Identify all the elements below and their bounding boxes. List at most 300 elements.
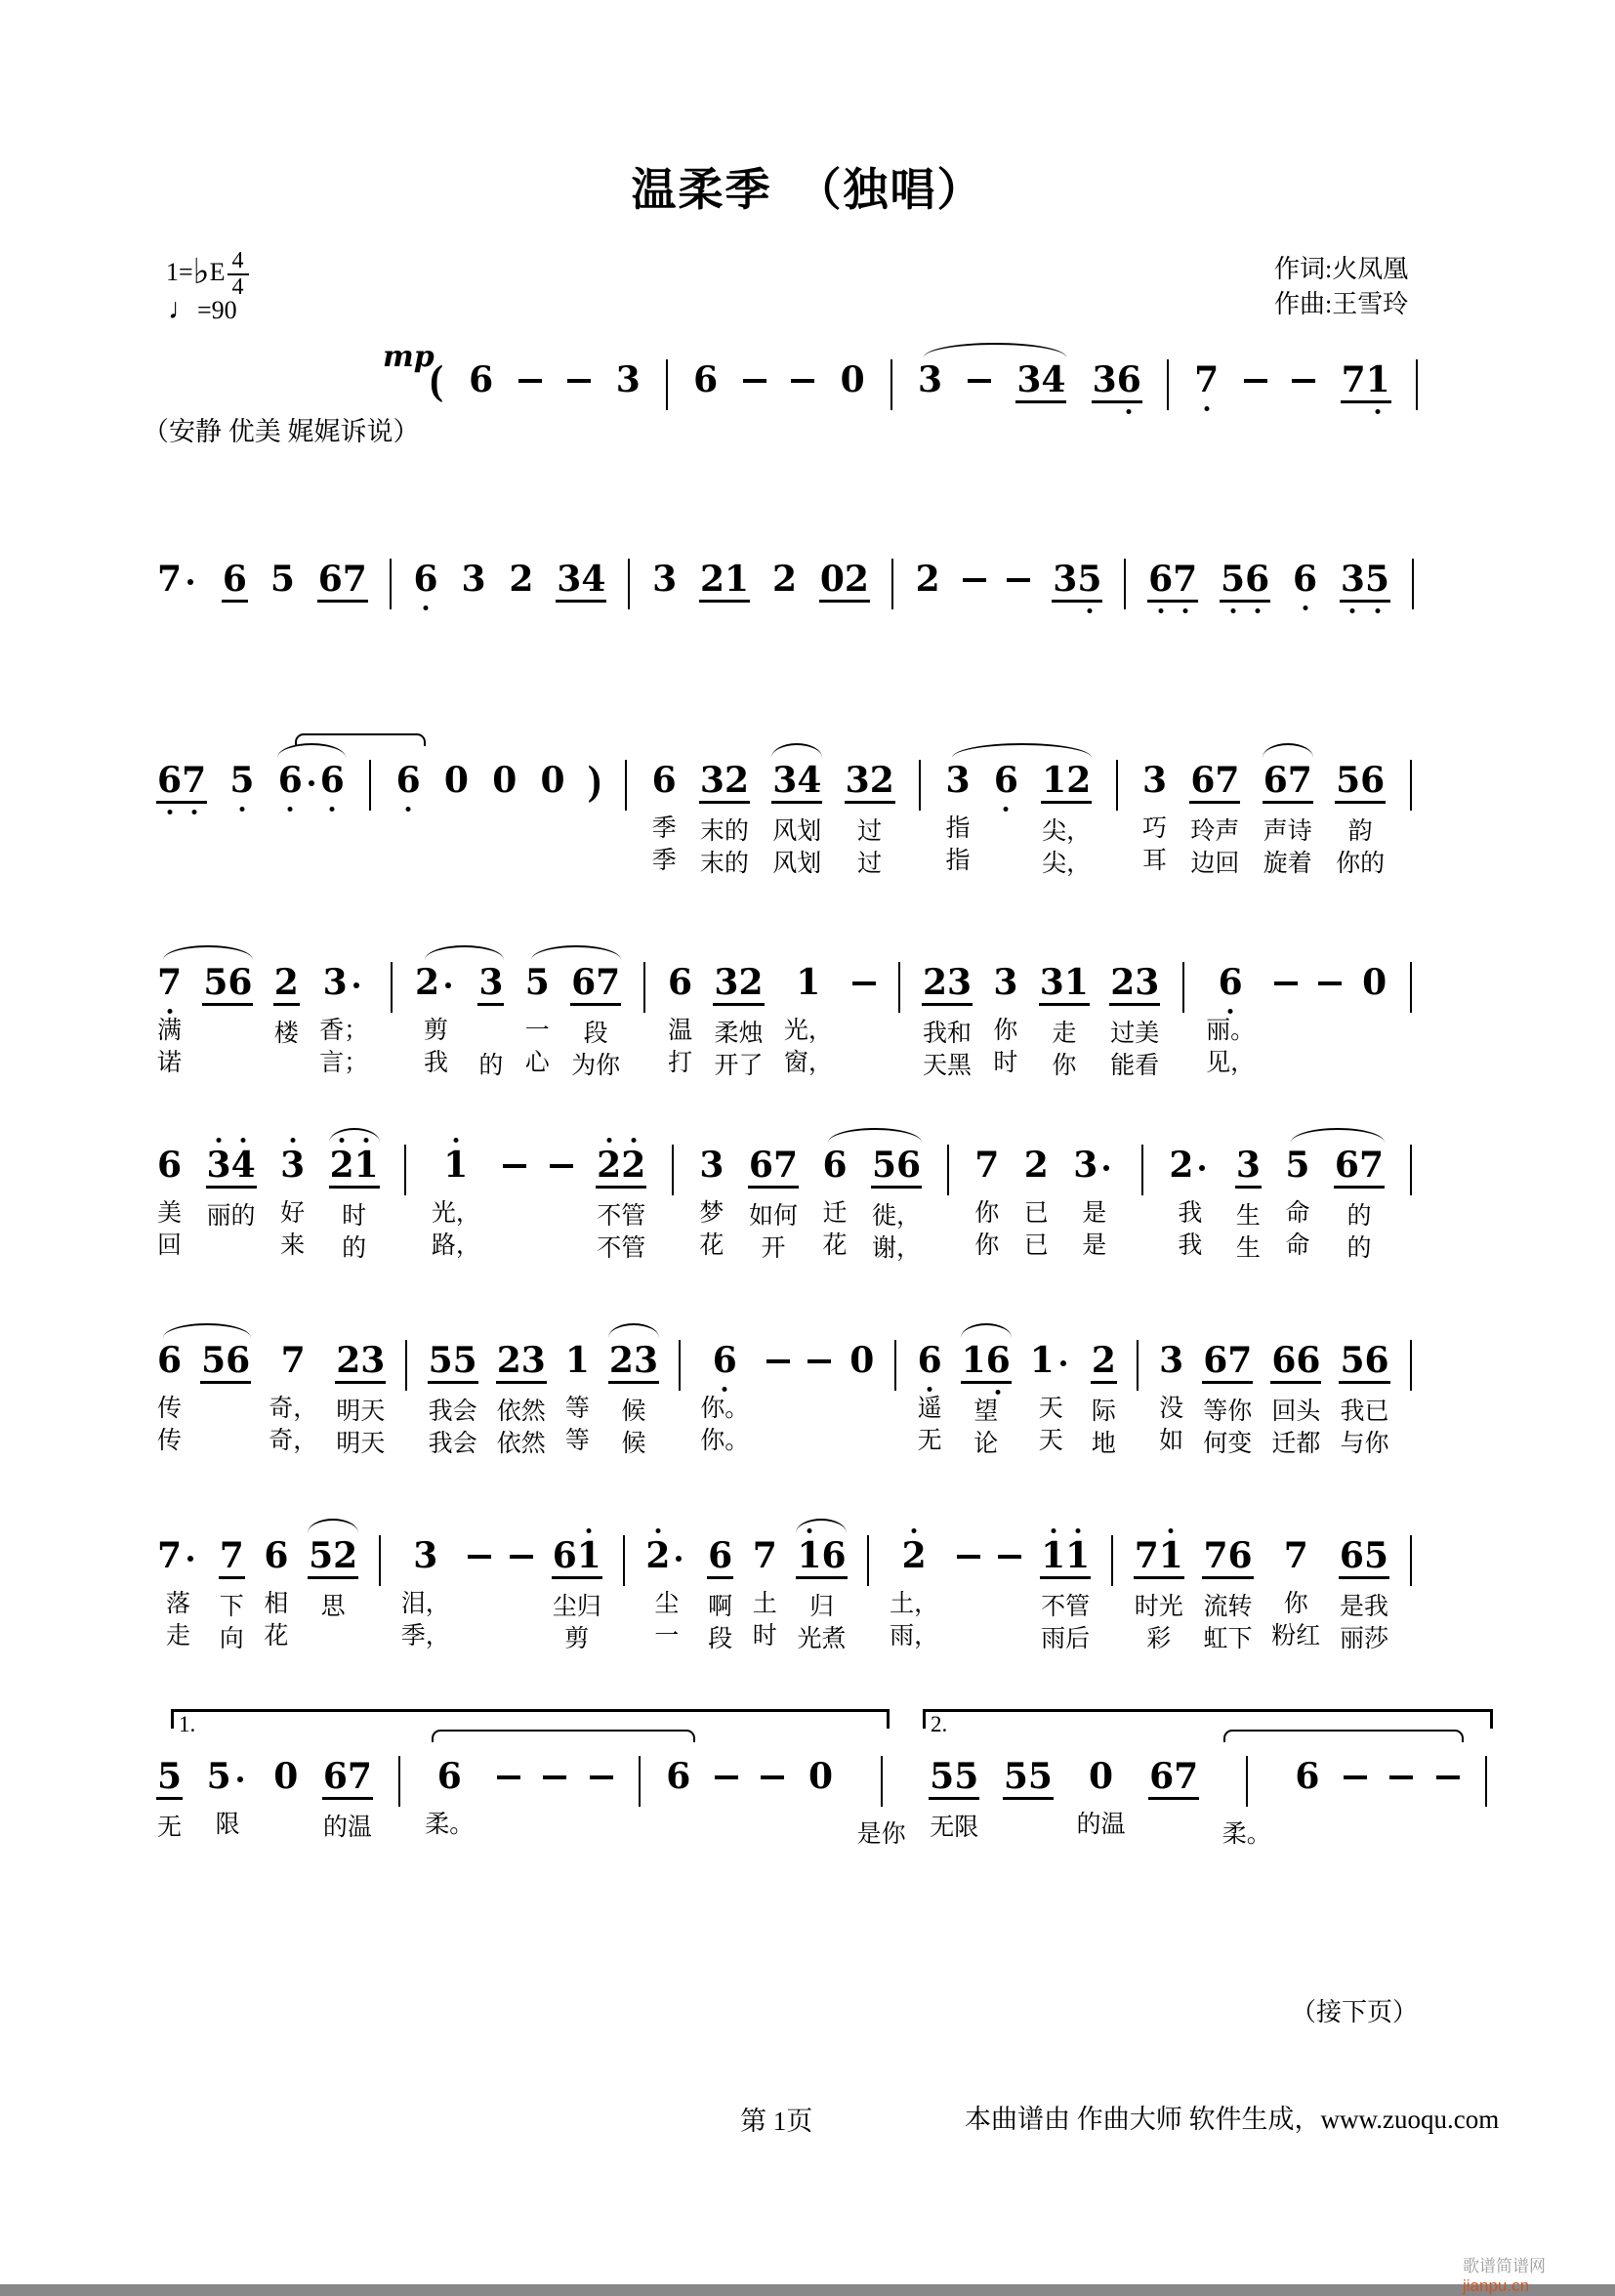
lyric-syllable — [1139, 1239, 1145, 1272]
quarter-note-icon: ♩ — [168, 293, 197, 325]
lyric-syllable — [1139, 1207, 1145, 1239]
lyric-syllable: 啊 — [708, 1594, 733, 1620]
barline-cell — [865, 1535, 871, 1662]
note — [1072, 1145, 1116, 1186]
lyric-syllable: 的温 — [322, 1815, 372, 1841]
lyric-syllable: 无 — [157, 1815, 183, 1841]
dash-cell — [518, 359, 542, 383]
note-cell — [219, 1535, 245, 1655]
barline — [369, 760, 371, 811]
note-digit: 1 — [725, 559, 750, 600]
lyric-syllable: 何变 — [1203, 1431, 1253, 1457]
lyric-syllable: 花 — [822, 1232, 848, 1259]
note-digit: 6 — [1293, 559, 1317, 600]
note-cell — [277, 760, 346, 877]
note-digit: 6 — [1263, 760, 1288, 801]
note-digit: 3 — [699, 760, 725, 801]
note-digit: 2 — [1091, 1340, 1116, 1381]
note-digit: 6 — [1271, 1340, 1297, 1381]
lyric-syllable: 地 — [1091, 1431, 1116, 1457]
lyric-syllable: 我 — [1178, 1200, 1203, 1227]
barline-cell — [1483, 1756, 1489, 1851]
note — [840, 359, 866, 400]
note-digit: 2 — [621, 1145, 645, 1186]
note-digit: 6 — [821, 1535, 847, 1576]
dash-cell — [743, 359, 766, 383]
lyric-syllable — [892, 1402, 898, 1435]
lyric-syllable — [859, 1425, 865, 1457]
note-digit: 3 — [1341, 559, 1365, 600]
lyric-syllable: 泪， — [400, 1591, 450, 1617]
lyric-syllable: 徙， — [872, 1203, 922, 1230]
note-cell — [1148, 1756, 1199, 1844]
measure-row — [156, 559, 1414, 609]
barline-cell — [623, 760, 629, 887]
note — [1292, 559, 1318, 600]
lyric-syllable: 遥 — [917, 1396, 942, 1422]
lyric-syllable — [775, 1407, 781, 1440]
duration-dash — [543, 1775, 566, 1779]
lyric-syllable — [861, 1029, 867, 1062]
note-digit: 6 — [1245, 559, 1269, 600]
lyric-syllable: 落 — [166, 1591, 191, 1617]
note-digit: 6 — [693, 359, 719, 400]
note-cell — [1292, 559, 1318, 600]
note — [222, 559, 248, 603]
note-cell — [1052, 559, 1102, 603]
lyric-syllable — [550, 813, 556, 845]
duration-dash — [1436, 1775, 1460, 1779]
barline-cell — [857, 1756, 906, 1851]
note — [1015, 359, 1066, 403]
note-cell — [1202, 1535, 1253, 1655]
note-digit: 1 — [577, 1535, 601, 1576]
barline — [1141, 1145, 1143, 1195]
measure-row — [430, 359, 1418, 410]
lyric-syllable: 是你 — [856, 1821, 906, 1848]
lyric-syllable: 如 — [1159, 1428, 1184, 1454]
lyric-syllable — [676, 1809, 682, 1841]
note-cell — [401, 1535, 450, 1652]
note-digit: 7 — [1173, 559, 1197, 600]
note-digit: 5 — [1285, 1145, 1310, 1186]
watermark — [1463, 2252, 1615, 2296]
note-digit: 0 — [1362, 962, 1387, 1003]
note-digit: 3 — [845, 760, 870, 801]
note-digit: 3 — [633, 1340, 659, 1381]
note — [413, 559, 439, 600]
barline-cell — [396, 1756, 402, 1851]
barline-cell — [1109, 1535, 1115, 1662]
lyric-syllable: 迁都 — [1271, 1431, 1321, 1457]
note — [263, 1535, 289, 1576]
note-digit: 3 — [557, 559, 582, 600]
note-cell — [1040, 1535, 1091, 1655]
note-digit: 0 — [492, 760, 518, 801]
lyric-syllable — [402, 1207, 408, 1239]
volta-label: 1. — [179, 1712, 196, 1736]
lyric-syllable: 已 — [1023, 1200, 1049, 1227]
note-digit: 1 — [564, 1340, 590, 1381]
barline — [867, 1535, 869, 1586]
lyric-syllable: 丽的 — [206, 1203, 256, 1230]
note-digit: 1 — [354, 1145, 379, 1186]
lyric-syllable — [223, 1396, 228, 1428]
augmentation-dot — [309, 780, 314, 786]
note-digit: 3 — [993, 962, 1018, 1003]
lyric-syllable: 的温 — [1076, 1812, 1126, 1838]
lyric-syllable — [179, 815, 185, 848]
lyric-syllable: 剪 — [564, 1626, 590, 1652]
note-digit: 2 — [330, 1145, 354, 1186]
note — [477, 962, 504, 1006]
lyric-syllable: 的 — [478, 1053, 504, 1079]
lyric-syllable — [966, 1603, 972, 1635]
octave-dot-below — [723, 1387, 727, 1392]
augmentation-dot — [187, 579, 193, 585]
note-digit: 1 — [1065, 1535, 1090, 1576]
octave-dot-below — [1255, 608, 1260, 613]
octave-dot-below — [167, 810, 172, 814]
note-digit: 6 — [1117, 359, 1141, 400]
lyric-syllable: 段 — [583, 1021, 608, 1047]
note-digit: 3 — [1053, 559, 1078, 600]
lyric-syllable: 论 — [973, 1431, 999, 1457]
lyric-syllable — [518, 1570, 524, 1603]
note-digit: 7 — [1194, 359, 1219, 400]
note-cell — [1339, 1535, 1389, 1655]
lyric-syllable: 土 — [752, 1591, 777, 1617]
barline-cell — [1407, 760, 1413, 887]
lyric-syllable: 光煮 — [797, 1626, 847, 1652]
augmentation-dot — [187, 1556, 193, 1562]
note-cell — [771, 559, 798, 600]
lyric-syllable — [623, 855, 629, 887]
lyric-syllable — [1408, 1630, 1414, 1662]
lyric-syllable: 奇， — [269, 1396, 318, 1422]
note-cell — [156, 1756, 183, 1844]
note-digit: 6 — [436, 1756, 462, 1797]
lyric-syllable: 回 — [157, 1232, 183, 1259]
note — [651, 559, 678, 600]
note — [929, 1756, 979, 1800]
note-digit: 0 — [840, 359, 865, 400]
note-cell — [552, 1535, 602, 1655]
note-cell — [700, 1340, 749, 1457]
note — [917, 1340, 943, 1381]
note-digit: 6 — [396, 760, 421, 801]
barline — [1111, 1535, 1113, 1586]
note-cell — [156, 1535, 200, 1652]
note — [206, 1145, 257, 1189]
note-cell — [156, 1145, 183, 1262]
dash-cell — [766, 1340, 790, 1440]
lyric-syllable: 天黑 — [923, 1053, 973, 1079]
note-cell — [1189, 760, 1240, 880]
note-digit: 3 — [461, 559, 486, 600]
lyric-syllable: 旋着 — [1263, 851, 1312, 877]
duration-dash — [1344, 1775, 1367, 1779]
note — [156, 1145, 183, 1186]
barline — [1410, 1145, 1412, 1195]
note-cell — [443, 760, 470, 877]
tie-bracket — [432, 1730, 695, 1742]
barline — [1182, 962, 1184, 1013]
note — [615, 359, 642, 400]
dash-cell — [761, 1756, 784, 1823]
note — [322, 1756, 373, 1800]
barline-cell — [1408, 1340, 1414, 1467]
barline — [404, 1145, 406, 1195]
note — [156, 1535, 200, 1576]
barline-cell — [1222, 1756, 1271, 1851]
note — [280, 1340, 307, 1381]
octave-dot-below — [1182, 608, 1187, 613]
note-digit: 5 — [954, 1756, 979, 1797]
note-cell — [651, 559, 678, 600]
octave-dot-below — [1375, 608, 1380, 613]
lyric-syllable — [1327, 997, 1333, 1029]
lyric-syllable — [488, 1018, 494, 1050]
note-cell — [570, 962, 621, 1082]
lyric-syllable: 命 — [1285, 1232, 1310, 1259]
lyric-syllable: 际 — [1091, 1398, 1116, 1425]
measure-row — [156, 962, 1414, 1089]
note — [156, 559, 200, 600]
octave-dot-below — [1204, 406, 1209, 411]
note-cell — [269, 1340, 317, 1457]
augmentation-dot — [676, 1556, 682, 1562]
lyric-syllable: 依然 — [496, 1431, 546, 1457]
octave-dot-below — [288, 807, 293, 812]
slur-arc — [308, 1519, 358, 1533]
score-line-6 — [156, 1340, 1414, 1467]
lyric-syllable — [179, 848, 185, 880]
note — [273, 962, 300, 1006]
note-digit: 7 — [752, 1535, 777, 1576]
note-digit: 6 — [226, 1340, 251, 1381]
note-digit: 5 — [428, 1340, 453, 1381]
note-digit: 3 — [699, 1145, 725, 1186]
lyric-syllable — [917, 855, 923, 887]
lyric-syllable: 丽莎 — [1339, 1626, 1388, 1652]
note-digit: 6 — [1148, 559, 1173, 600]
note-digit: 7 — [157, 1535, 183, 1576]
barline-cell — [891, 559, 893, 609]
lyric-syllable: 你的 — [1336, 851, 1386, 877]
note-digit: 4 — [231, 1145, 256, 1186]
lyric-syllable: 末的 — [699, 851, 749, 877]
lyric-syllable: 你 — [974, 1200, 1000, 1227]
dash-cell — [468, 1535, 491, 1635]
lyric-syllable — [599, 1791, 604, 1823]
note-digit: 6 — [1149, 1756, 1175, 1797]
note-digit: 3 — [1039, 962, 1064, 1003]
note — [1283, 1535, 1309, 1576]
note-digit: 3 — [917, 359, 943, 400]
note-digit: 6 — [1364, 1340, 1389, 1381]
lyric-syllable: 段 — [708, 1626, 733, 1652]
note-cell — [468, 359, 494, 400]
lyric-syllable — [1408, 1435, 1414, 1467]
note-digit: 2 — [844, 559, 869, 600]
note-digit: 2 — [1066, 760, 1092, 801]
lyric-syllable: 过 — [857, 818, 883, 845]
lyric-syllable: 等 — [564, 1396, 590, 1422]
note — [819, 559, 870, 603]
lyric-syllable: 我会 — [428, 1398, 477, 1425]
note — [395, 760, 422, 801]
barline — [643, 962, 645, 1013]
lyric-syllable — [677, 1435, 683, 1467]
lyric-syllable — [402, 1239, 408, 1272]
note-digit: 2 — [415, 962, 440, 1003]
note-digit: 7 — [1227, 1340, 1253, 1381]
lyric-syllable — [1003, 813, 1009, 845]
barline-cell — [917, 760, 923, 887]
note-digit: 1 — [1041, 1535, 1065, 1576]
note-digit: 3 — [1135, 962, 1160, 1003]
note — [200, 1340, 251, 1384]
note-cell — [1147, 559, 1198, 603]
note-cell — [699, 760, 750, 880]
lyric-syllable: 与你 — [1340, 1431, 1389, 1457]
lyric-syllable: 明天 — [336, 1431, 386, 1457]
note — [752, 1535, 778, 1576]
note-digit: 3 — [945, 760, 971, 801]
barline-cell — [620, 1535, 626, 1662]
note-digit: 2 — [1023, 1145, 1049, 1186]
note-cell — [961, 1340, 1012, 1460]
note-cell — [1168, 1145, 1212, 1262]
augmentation-dot — [445, 982, 451, 988]
lyric-syllable: 一 — [654, 1623, 680, 1649]
note-cell — [667, 962, 693, 1079]
duration-dash — [852, 981, 876, 985]
note-cell — [915, 559, 941, 600]
note-digit: 5 — [1027, 1756, 1053, 1797]
lyric-syllable: 依然 — [496, 1398, 546, 1425]
barline — [666, 359, 668, 410]
slur-arc — [771, 743, 822, 758]
note-digit: 3 — [1235, 1145, 1261, 1186]
note-digit: 4 — [1041, 359, 1066, 400]
lyric-syllable — [917, 822, 923, 855]
note-digit: 7 — [1287, 760, 1312, 801]
barline — [1416, 359, 1418, 410]
note-cell — [1202, 1340, 1253, 1460]
note-cell — [206, 1145, 257, 1265]
watermark-url[interactable]: jianpu.cn — [1463, 2276, 1530, 2295]
lyric-syllable: 归 — [809, 1594, 835, 1620]
note — [228, 760, 255, 801]
note-cell — [929, 1756, 979, 1844]
note-digit: 7 — [772, 1145, 799, 1186]
lyric-syllable: 传 — [157, 1428, 183, 1454]
lyric-syllable: 末的 — [699, 818, 749, 845]
lyric-syllable — [670, 1239, 676, 1272]
note-digit: 2 — [509, 559, 534, 600]
lyric-syllable: 开 — [761, 1235, 786, 1262]
note-cell — [200, 1340, 251, 1460]
parenthesis: ( — [430, 358, 443, 403]
note-digit: 2 — [645, 1535, 670, 1576]
octave-dot-below — [996, 1390, 1001, 1395]
dash-cell — [590, 1756, 613, 1823]
note-cell — [1294, 1756, 1320, 1841]
note-digit: 3 — [652, 559, 678, 600]
slur-arc — [425, 945, 504, 960]
duration-dash — [791, 379, 814, 383]
note — [1193, 359, 1220, 400]
barline — [890, 359, 892, 410]
lyric-syllable: 路， — [431, 1232, 480, 1259]
note-digit: 5 — [269, 559, 295, 600]
lyric-syllable — [367, 855, 373, 887]
note-cell — [748, 1145, 799, 1265]
octave-dot-above — [655, 1528, 660, 1533]
note-cell — [556, 559, 606, 603]
barline — [623, 1535, 625, 1586]
note-digit: 7 — [1174, 1756, 1199, 1797]
composer: 作曲:王雪玲 — [1274, 290, 1409, 318]
note — [973, 1145, 1000, 1186]
note-digit: 1 — [1366, 359, 1390, 400]
note-digit: 6 — [1296, 1340, 1321, 1381]
lyric-syllable: 走 — [1052, 1021, 1077, 1047]
lyric-syllable — [367, 822, 373, 855]
dash-cell — [503, 1145, 526, 1244]
note-digit: 5 — [930, 1756, 955, 1797]
lyric-syllable — [239, 845, 245, 877]
measure-row — [156, 1340, 1414, 1467]
note-digit: 5 — [201, 1340, 227, 1381]
lyric-syllable: 我和 — [923, 1021, 973, 1047]
lyric-syllable: 无 — [917, 1428, 942, 1454]
lyric-syllable: 的 — [342, 1235, 367, 1262]
note — [335, 1340, 386, 1384]
lyric-syllable — [1180, 1057, 1186, 1089]
note-digit: 6 — [1360, 760, 1386, 801]
note-cell — [156, 559, 200, 600]
note — [412, 1535, 438, 1576]
lyric-syllable — [388, 1057, 393, 1089]
lyric-syllable: 花 — [264, 1623, 289, 1649]
lyric-syllable — [1003, 845, 1009, 877]
tempo-value: =90 — [197, 296, 237, 324]
barline — [679, 1340, 681, 1391]
note — [1270, 1340, 1321, 1384]
note-cell — [1270, 1340, 1321, 1460]
lyric-syllable — [966, 1570, 972, 1603]
octave-dot-above — [587, 1528, 592, 1533]
dash-cell — [1318, 962, 1342, 1062]
lyric-syllable — [506, 1791, 512, 1823]
barline-cell — [628, 559, 630, 609]
note — [808, 1756, 834, 1797]
measure-row — [156, 1535, 1414, 1662]
lyric-syllable — [559, 1180, 564, 1212]
octave-dot-below — [1228, 1009, 1233, 1014]
note-cell — [432, 1145, 480, 1262]
note-cell — [263, 1535, 289, 1652]
lyric-syllable: 你 — [1052, 1053, 1077, 1079]
lyric-syllable — [1007, 1570, 1013, 1603]
barline — [1246, 1756, 1248, 1807]
note-cell — [496, 1340, 547, 1460]
note-cell — [917, 1340, 943, 1457]
lyric-syllable: 季， — [400, 1623, 450, 1649]
